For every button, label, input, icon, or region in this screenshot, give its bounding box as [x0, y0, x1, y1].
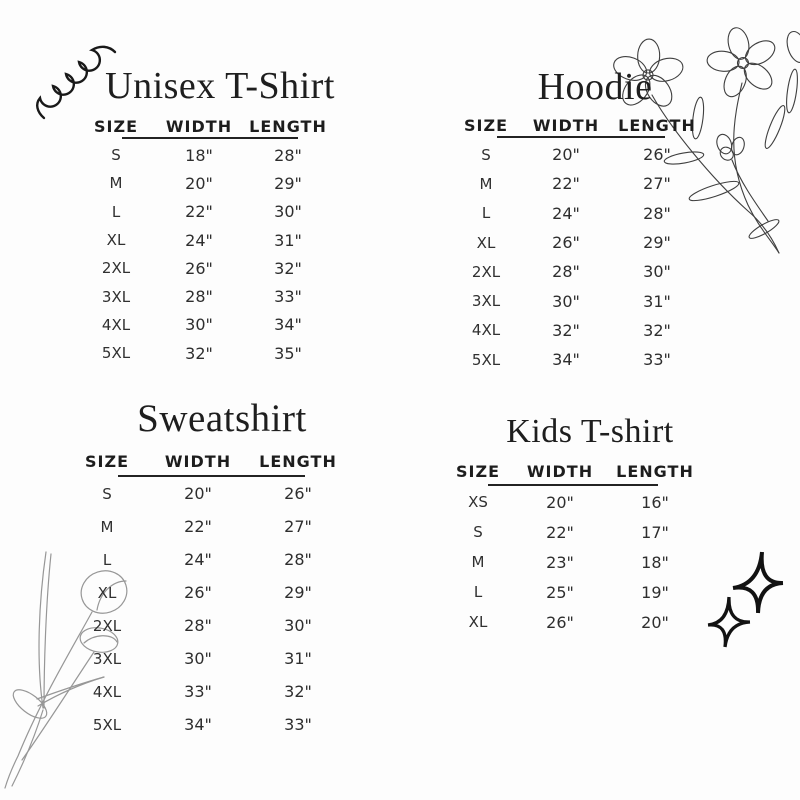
table-body [448, 487, 698, 637]
length-cell: 31" [274, 230, 302, 250]
column-header-width: WIDTH [164, 451, 232, 471]
table-title: Kids T-shirt [506, 413, 674, 450]
table-row [455, 316, 699, 345]
table-row [85, 198, 325, 226]
width-cell: 28" [552, 262, 580, 282]
width-cell: 34" [184, 715, 212, 734]
table-row [455, 257, 699, 286]
header-underline [122, 137, 298, 139]
width-cell: 22" [184, 517, 212, 536]
column-header-length: LENGTH [249, 116, 327, 136]
column-header-length: LENGTH [616, 461, 694, 481]
size-cell: M [471, 553, 485, 571]
table-row [75, 708, 339, 741]
size-cell: M [479, 174, 493, 193]
width-cell: 30" [184, 649, 212, 668]
width-cell: 22" [552, 174, 580, 194]
width-cell: 25" [546, 582, 574, 602]
size-cell: M [100, 517, 114, 536]
column-header-size: SIZE [93, 116, 138, 136]
table-row [85, 169, 325, 197]
column-header-size: SIZE [84, 451, 129, 471]
column-header-length: LENGTH [259, 451, 337, 471]
size-cell: S [102, 484, 112, 503]
length-cell: 27" [284, 517, 312, 536]
column-header-width: WIDTH [526, 461, 594, 481]
table-row [448, 607, 698, 637]
header-underline [497, 136, 665, 138]
table-row [455, 345, 699, 374]
table-row [85, 226, 325, 254]
table-body [85, 141, 325, 367]
table-row [448, 547, 698, 577]
table-row [455, 228, 699, 257]
table-header-row [85, 116, 325, 136]
width-cell: 32" [552, 320, 580, 340]
width-cell: 28" [185, 287, 213, 307]
length-cell: 28" [643, 203, 671, 223]
width-cell: 24" [552, 203, 580, 223]
size-cell: S [111, 146, 121, 165]
column-header-width: WIDTH [532, 115, 600, 135]
table-row [75, 510, 339, 543]
length-cell: 30" [643, 262, 671, 282]
width-cell: 22" [546, 522, 574, 542]
length-cell: 29" [274, 173, 302, 193]
length-cell: 20" [641, 612, 669, 632]
table-body [75, 477, 339, 741]
size-cell: XS [468, 493, 488, 511]
column-header-size: SIZE [455, 461, 500, 481]
length-cell: 31" [284, 649, 312, 668]
size-cell: 5XL [101, 344, 131, 363]
table-header-row [448, 461, 698, 481]
table-title: Unisex T-Shirt [105, 65, 335, 107]
width-cell: 33" [184, 682, 212, 701]
length-cell: 16" [641, 492, 669, 512]
table-row [448, 577, 698, 607]
table-row [455, 169, 699, 198]
table-row [455, 199, 699, 228]
table-row [75, 477, 339, 510]
length-cell: 32" [643, 320, 671, 340]
column-header-length: LENGTH [618, 115, 696, 135]
length-cell: 35" [274, 343, 302, 363]
table-title: Hoodie [537, 66, 653, 108]
length-cell: 34" [274, 315, 302, 335]
size-cell: XL [476, 233, 496, 252]
size-cell: 2XL [92, 616, 122, 635]
width-cell: 26" [185, 258, 213, 278]
width-cell: 20" [185, 173, 213, 193]
table-row [85, 282, 325, 310]
table-row [75, 675, 339, 708]
length-cell: 29" [643, 233, 671, 253]
width-cell: 28" [184, 616, 212, 635]
sparkles-icon [692, 535, 797, 675]
size-cell: 4XL [101, 315, 131, 334]
size-cell: L [481, 204, 491, 223]
table-row [85, 141, 325, 169]
width-cell: 30" [552, 291, 580, 311]
size-cell: 4XL [92, 682, 122, 701]
size-cell: XL [97, 583, 117, 602]
table-row [75, 576, 339, 609]
length-cell: 26" [284, 484, 312, 503]
width-cell: 24" [184, 550, 212, 569]
length-cell: 32" [284, 682, 312, 701]
table-row [85, 311, 325, 339]
length-cell: 26" [643, 145, 671, 165]
size-cell: 2XL [471, 262, 501, 281]
table-row [75, 609, 339, 642]
length-cell: 31" [643, 291, 671, 311]
width-cell: 20" [546, 492, 574, 512]
size-cell: 3XL [92, 649, 122, 668]
length-cell: 29" [284, 583, 312, 602]
length-cell: 32" [274, 258, 302, 278]
header-underline [488, 484, 658, 486]
size-cell: 5XL [92, 715, 122, 734]
width-cell: 26" [184, 583, 212, 602]
size-cell: 3XL [471, 292, 501, 311]
size-cell: XL [106, 231, 126, 250]
length-cell: 33" [284, 715, 312, 734]
length-cell: 30" [284, 616, 312, 635]
width-cell: 22" [185, 202, 213, 222]
table-row [448, 517, 698, 547]
width-cell: 26" [546, 612, 574, 632]
width-cell: 23" [546, 552, 574, 572]
length-cell: 28" [284, 550, 312, 569]
table-row [85, 254, 325, 282]
width-cell: 20" [552, 145, 580, 165]
width-cell: 24" [185, 230, 213, 250]
table-header-row [75, 451, 339, 471]
width-cell: 30" [185, 315, 213, 335]
size-cell: XL [468, 613, 488, 631]
size-cell: S [481, 145, 491, 164]
length-cell: 18" [641, 552, 669, 572]
table-row [455, 140, 699, 169]
width-cell: 18" [185, 145, 213, 165]
length-cell: 19" [641, 582, 669, 602]
column-header-size: SIZE [463, 115, 508, 135]
table-row [448, 487, 698, 517]
size-cell: 4XL [471, 321, 501, 340]
length-cell: 33" [274, 287, 302, 307]
column-header-width: WIDTH [165, 116, 233, 136]
table-row [75, 642, 339, 675]
table-header-row [455, 115, 699, 135]
size-cell: L [102, 550, 112, 569]
size-cell: L [111, 202, 121, 221]
size-cell: 3XL [101, 287, 131, 306]
width-cell: 20" [184, 484, 212, 503]
width-cell: 34" [552, 350, 580, 370]
size-cell: L [473, 583, 483, 601]
size-cell: 5XL [471, 350, 501, 369]
table-title: Sweatshirt [137, 397, 307, 440]
table-row [455, 286, 699, 315]
size-cell: 2XL [101, 259, 131, 278]
table-row [85, 339, 325, 367]
length-cell: 33" [643, 350, 671, 370]
length-cell: 17" [641, 522, 669, 542]
length-cell: 28" [274, 145, 302, 165]
size-cell: M [109, 174, 123, 193]
size-cell: S [473, 523, 483, 541]
length-cell: 30" [274, 202, 302, 222]
width-cell: 32" [185, 343, 213, 363]
table-row [75, 543, 339, 576]
length-cell: 27" [643, 174, 671, 194]
table-body [455, 140, 699, 374]
width-cell: 26" [552, 233, 580, 253]
